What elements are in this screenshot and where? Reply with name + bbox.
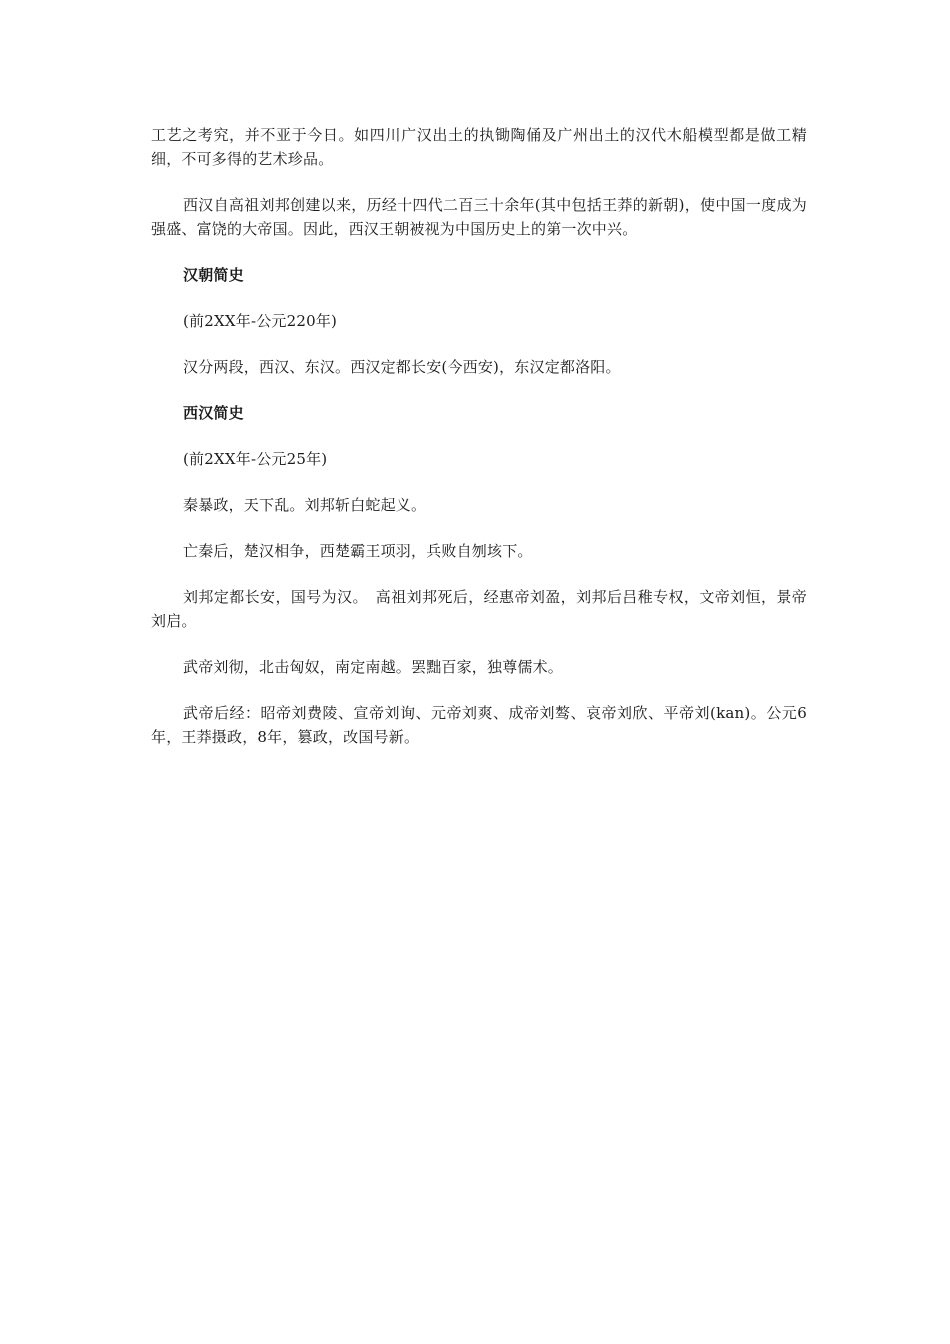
- heading-western-han-history: 西汉简史: [183, 404, 244, 422]
- paragraph-western-han-intro: 西汉自高祖刘邦创建以来，历经十四代二百三十余年(其中包括王莽的新朝)，使中国一度成为强盛、富饶的大帝国。因此，西汉王朝被视为中国历史上的第一次中兴。: [151, 196, 807, 238]
- paragraph-liu-bang-capital: 刘邦定都长安，国号为汉。 高祖刘邦死后，经惠帝刘盈，刘邦后吕稚专权，文帝刘恒，景帝刘启。: [151, 588, 807, 630]
- heading-han-dynasty-history: 汉朝简史: [183, 266, 244, 284]
- paragraph-chu-han-contention: 亡秦后，楚汉相争，西楚霸王项羽，兵败自刎垓下。: [183, 542, 533, 560]
- paragraph-emperor-wu: 武帝刘彻，北击匈奴，南定南越。罢黜百家，独尊儒术。: [183, 658, 564, 676]
- paragraph-han-division: 汉分两段，西汉、东汉。西汉定都长安(今西安)，东汉定都洛阳。: [183, 358, 621, 376]
- paragraph-qin-tyranny: 秦暴政，天下乱。刘邦斩白蛇起义。: [183, 496, 427, 514]
- paragraph-craftsmanship: 工艺之考究，并不亚于今日。如四川广汉出土的执锄陶俑及广州出土的汉代木船模型都是做工精细，不可多得的艺术珍品。: [151, 126, 807, 168]
- han-dynasty-period: (前2XX年-公元220年): [183, 312, 338, 330]
- western-han-period: (前2XX年-公元25年): [183, 450, 328, 468]
- document-body: [151, 123, 807, 771]
- paragraph-after-emperor-wu: 武帝后经：昭帝刘费陵、宣帝刘询、元帝刘爽、成帝刘骜、哀帝刘欣、平帝刘(kan)。公元6年，王莽摄政，8年，篡政，改国号新。: [151, 704, 807, 746]
